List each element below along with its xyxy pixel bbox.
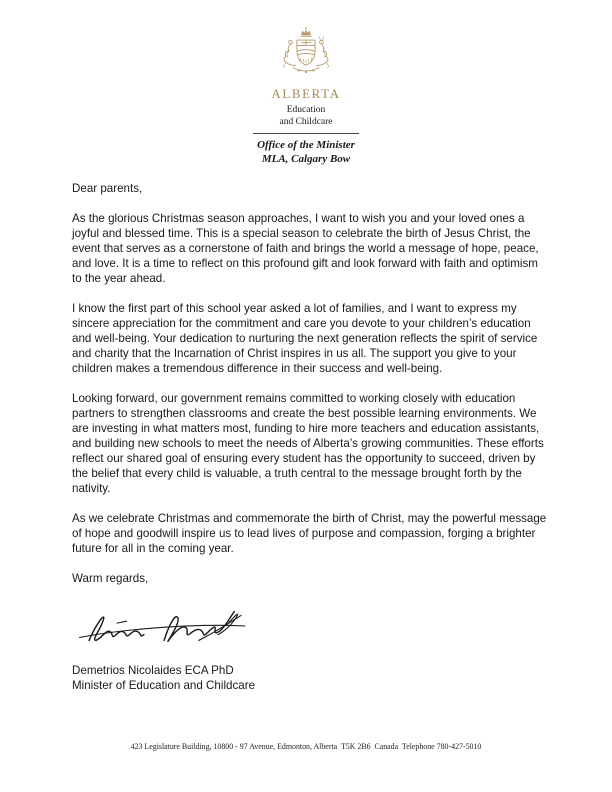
footer-address: 423 Legislature Building, 10800 - 97 Avenue, Edmonton, Alberta T5K 2B6 Canada Telephone 780-427-5010: [130, 742, 482, 751]
office-line1: Office of the Minister: [257, 139, 355, 151]
org-name: ALBERTA: [271, 86, 341, 101]
letterhead-divider: [253, 133, 359, 134]
department-line2: and Childcare: [279, 116, 333, 127]
alberta-coat-of-arms-icon: [274, 26, 338, 84]
closing: Warm regards,: [72, 572, 149, 585]
signature-block: [72, 601, 548, 651]
office-of-minister: [0, 138, 612, 166]
letterhead: [0, 26, 612, 166]
letter-body: [72, 181, 548, 693]
department-name: [0, 105, 612, 128]
signer-title: Minister of Education and Childcare: [72, 679, 256, 692]
salutation: Dear parents,: [72, 182, 143, 195]
department-line1: Education: [286, 105, 326, 115]
paragraph-1: As the glorious Christmas season approaches, I want to wish you and your loved ones a joyful and blessed time. This is a special season to celebrate the birth of Jesus Christ, the event that serves as a cornerstone of faith and brings the world a message of hope, peace, and love. It is a time to reflect on this profound gift and look forward with faith and optimism to the year ahead.: [72, 212, 539, 285]
paragraph-4: As we celebrate Christmas and commemorate the birth of Christ, may the powerful message of hope and goodwill inspire us to lead lives of purpose and compassion, forging a brighter future for all in the coming year.: [72, 512, 547, 555]
office-line2: MLA, Calgary Bow: [261, 153, 351, 165]
paragraph-2: I know the first part of this school year asked a lot of families, and I want to express my sincere appreciation for the commitment and care you devote to your children’s education and well-being. Your dedication to nurturing the next generation reflects the spirit of service and charity that the Incarnation of Christ inspires in us all. The support you give to your children makes a tremendous difference in their success and well-being.: [72, 302, 538, 375]
signer-name: Demetrios Nicolaides ECA PhD: [72, 664, 234, 677]
paragraph-3: Looking forward, our government remains committed to working closely with education partners to strengthen classrooms and create the best possible learning environments. We are investing in what matters most, funding to hire more teachers and education assistants, and building new schools to meet the needs of Alberta’s growing communities. These efforts reflect our shared goal of ensuring every student has the opportunity to succeed, driven by the belief that every child is valuable, a truth central to the message brought forth by the nativity.: [72, 392, 544, 495]
handwritten-signature-icon: [72, 601, 262, 651]
signer-identity: [72, 663, 548, 693]
